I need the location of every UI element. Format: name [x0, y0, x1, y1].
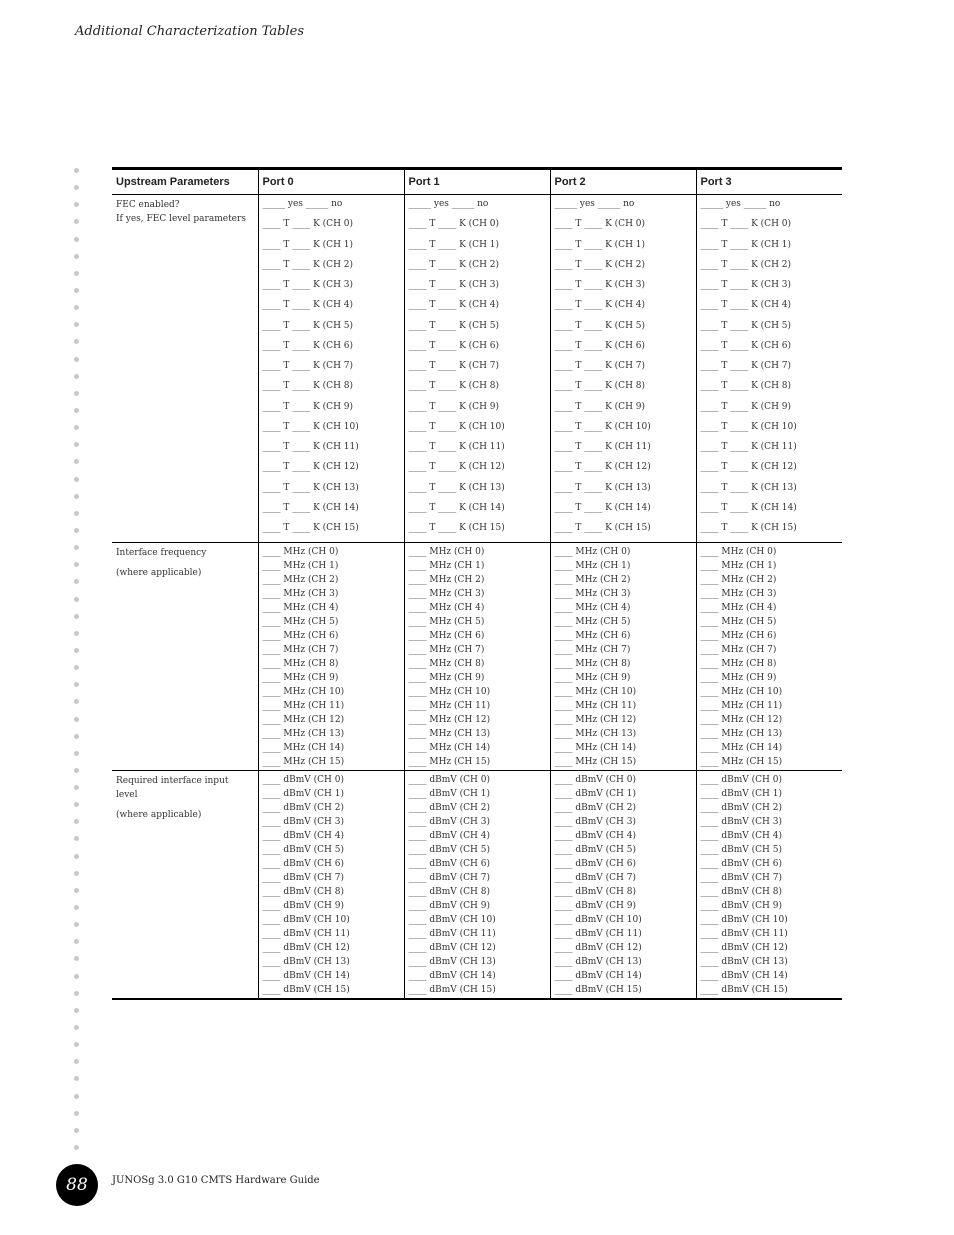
margin-dot: [74, 699, 79, 704]
upstream-parameters-table: [112, 167, 842, 1000]
margin-dot: [74, 614, 79, 619]
fill-in-entry[interactable]: ____ T ____ K (CH 3): [262, 280, 354, 290]
fill-in-entry[interactable]: ____ T ____ K (CH 5): [408, 320, 500, 331]
port-2-cell: [550, 195, 696, 543]
fill-in-entry[interactable]: ____ dBmV (CH 7): [262, 873, 344, 884]
fill-in-entry[interactable]: ____ dBmV (CH 9): [554, 901, 636, 912]
fill-in-entry[interactable]: ____ MHz (CH 3): [700, 589, 777, 600]
fill-in-entry[interactable]: ____ dBmV (CH 10): [700, 915, 788, 926]
fill-in-entry[interactable]: ____ MHz (CH 2): [262, 575, 339, 586]
margin-dot: [74, 939, 79, 944]
fill-in-entry[interactable]: ____ T ____ K (CH 0): [262, 219, 354, 230]
fill-in-entry[interactable]: ____ dBmV (CH 3): [262, 817, 344, 828]
fill-in-entry[interactable]: ____ T ____ K (CH 7): [408, 361, 500, 371]
fill-in-entry[interactable]: ____ MHz (CH 1): [554, 561, 631, 572]
margin-dot: [74, 1059, 79, 1064]
fill-in-entry[interactable]: ____ T ____ K (CH 7): [262, 361, 354, 371]
fill-in-entry[interactable]: ____ MHz (CH 12): [408, 715, 491, 726]
fill-in-entry[interactable]: ____ T ____ K (CH 1): [408, 239, 500, 250]
margin-dot: [74, 545, 79, 550]
fill-in-entry[interactable]: ____ T ____ K (CH 4): [554, 300, 646, 311]
margin-dot: [74, 1145, 79, 1150]
fill-in-entry[interactable]: ____ dBmV (CH 13): [408, 957, 496, 968]
margin-dot: [74, 339, 79, 344]
fill-in-entry[interactable]: ____ MHz (CH 15): [554, 757, 637, 768]
margin-dot: [74, 1111, 79, 1116]
fill-in-entry[interactable]: ____ dBmV (CH 14): [700, 971, 788, 982]
fill-in-entry[interactable]: ____ T ____ K (CH 2): [700, 259, 792, 270]
fill-in-entry[interactable]: ____ T ____ K (CH 5): [554, 320, 646, 331]
fill-in-entry[interactable]: ____ T ____ K (CH 9): [408, 401, 500, 412]
port-0-cell: [258, 543, 404, 771]
fill-in-entry[interactable]: ____ dBmV (CH 7): [700, 873, 782, 884]
fill-in-entry[interactable]: ____ dBmV (CH 3): [408, 817, 490, 828]
fill-in-entry[interactable]: ____ dBmV (CH 5): [262, 845, 344, 856]
fill-in-entry[interactable]: ____ T ____ K (CH 5): [262, 320, 354, 331]
fill-in-entry[interactable]: ____ dBmV (CH 11): [262, 929, 350, 940]
fill-in-entry[interactable]: ____ dBmV (CH 13): [554, 957, 642, 968]
fill-in-entry[interactable]: ____ T ____ K (CH 12): [262, 462, 359, 473]
margin-dot: [74, 288, 79, 293]
margin-dot: [74, 631, 79, 636]
port-2-cell: [550, 771, 696, 1000]
fill-in-entry[interactable]: ____ dBmV (CH 8): [408, 887, 490, 898]
fill-in-entry[interactable]: ____ MHz (CH 2): [408, 575, 485, 586]
fill-in-entry[interactable]: ____ dBmV (CH 11): [408, 929, 496, 940]
fill-in-entry[interactable]: ____ MHz (CH 8): [554, 659, 631, 670]
margin-dot: [74, 751, 79, 756]
margin-dot: [74, 768, 79, 773]
fill-in-entry[interactable]: ____ MHz (CH 4): [554, 603, 631, 614]
margin-dot: [74, 237, 79, 242]
fill-in-entry[interactable]: ____ T ____ K (CH 13): [554, 482, 651, 493]
fill-in-entry[interactable]: ____ dBmV (CH 15): [408, 985, 496, 996]
fill-in-entry[interactable]: ____ MHz (CH 1): [408, 561, 485, 572]
fill-in-entry[interactable]: ____ MHz (CH 5): [262, 617, 339, 628]
fill-in-entry[interactable]: ____ dBmV (CH 9): [408, 901, 490, 912]
fill-in-entry[interactable]: ____ dBmV (CH 6): [408, 859, 490, 870]
fill-in-entry[interactable]: ____ MHz (CH 12): [700, 715, 783, 726]
fill-in-entry[interactable]: ____ MHz (CH 11): [408, 701, 491, 712]
margin-dot: [74, 922, 79, 927]
fill-in-entry[interactable]: ____ T ____ K (CH 2): [408, 259, 500, 270]
fill-in-entry[interactable]: ____ MHz (CH 3): [262, 589, 339, 600]
fill-in-entry[interactable]: ____ T ____ K (CH 3): [408, 280, 500, 290]
fill-in-entry[interactable]: ____ dBmV (CH 11): [554, 929, 642, 940]
margin-dot: [74, 322, 79, 327]
column-header-parameters: Upstream Parameters: [116, 176, 230, 188]
fill-in-entry[interactable]: ____ T ____ K (CH 9): [262, 401, 354, 412]
fill-in-entry[interactable]: ____ MHz (CH 11): [262, 701, 345, 712]
fill-in-entry[interactable]: ____ dBmV (CH 12): [554, 943, 642, 954]
fill-in-entry[interactable]: ____ dBmV (CH 10): [554, 915, 642, 926]
fill-in-entry[interactable]: ____ MHz (CH 0): [554, 547, 631, 558]
fill-in-entry[interactable]: ____ MHz (CH 14): [700, 743, 783, 754]
fill-in-entry[interactable]: ____ dBmV (CH 10): [262, 915, 350, 926]
fill-in-entry[interactable]: ____ T ____ K (CH 1): [262, 239, 354, 250]
fill-in-entry[interactable]: ____ MHz (CH 14): [554, 743, 637, 754]
fill-in-entry[interactable]: ____ T ____ K (CH 10): [700, 421, 797, 432]
fill-in-entry[interactable]: _____ yes _____ no: [700, 199, 781, 209]
fill-in-entry[interactable]: ____ T ____ K (CH 9): [554, 401, 646, 412]
fill-in-entry[interactable]: ____ MHz (CH 8): [262, 659, 339, 670]
fill-in-entry[interactable]: ____ T ____ K (CH 9): [700, 401, 792, 412]
fill-in-entry[interactable]: ____ T ____ K (CH 11): [262, 442, 359, 452]
margin-dot: [74, 168, 79, 173]
fill-in-entry[interactable]: ____ dBmV (CH 12): [262, 943, 350, 954]
fill-in-entry[interactable]: ____ T ____ K (CH 5): [700, 320, 792, 331]
footer-guide-title: JUNOSg 3.0 G10 CMTS Hardware Guide: [112, 1175, 320, 1186]
fill-in-entry[interactable]: ____ MHz (CH 9): [408, 673, 485, 684]
fill-in-entry[interactable]: ____ MHz (CH 15): [262, 757, 345, 768]
fill-in-entry[interactable]: ____ T ____ K (CH 6): [700, 340, 792, 351]
fill-in-entry[interactable]: ____ MHz (CH 13): [262, 729, 345, 740]
fill-in-entry[interactable]: ____ MHz (CH 1): [700, 561, 777, 572]
parameter-label-line: level: [116, 790, 138, 801]
fill-in-entry[interactable]: ____ dBmV (CH 2): [554, 803, 636, 814]
fill-in-entry[interactable]: ____ MHz (CH 12): [554, 715, 637, 726]
fill-in-entry[interactable]: ____ T ____ K (CH 14): [554, 502, 651, 513]
fill-in-entry[interactable]: ____ dBmV (CH 1): [700, 789, 782, 800]
fill-in-entry[interactable]: ____ T ____ K (CH 11): [700, 442, 797, 452]
fill-in-entry[interactable]: ____ T ____ K (CH 14): [262, 502, 359, 513]
margin-dot: [74, 271, 79, 276]
margin-dot: [74, 1008, 79, 1013]
fill-in-entry[interactable]: ____ dBmV (CH 14): [554, 971, 642, 982]
margin-dot: [74, 511, 79, 516]
fill-in-entry[interactable]: ____ MHz (CH 8): [700, 659, 777, 670]
fill-in-entry[interactable]: ____ MHz (CH 10): [700, 687, 783, 698]
fill-in-entry[interactable]: ____ dBmV (CH 7): [408, 873, 490, 884]
fill-in-entry[interactable]: ____ MHz (CH 5): [554, 617, 631, 628]
fill-in-entry[interactable]: ____ dBmV (CH 4): [408, 831, 490, 842]
margin-dot: [74, 836, 79, 841]
fill-in-entry[interactable]: ____ dBmV (CH 13): [700, 957, 788, 968]
page-number-badge: [56, 1164, 98, 1206]
margin-dot: [74, 717, 79, 722]
fill-in-entry[interactable]: ____ dBmV (CH 7): [554, 873, 636, 884]
fill-in-entry[interactable]: ____ dBmV (CH 6): [262, 859, 344, 870]
parameter-label-line: (where applicable): [116, 568, 202, 579]
fill-in-entry[interactable]: ____ T ____ K (CH 13): [262, 482, 359, 493]
fill-in-entry[interactable]: ____ dBmV (CH 2): [408, 803, 490, 814]
parameter-label-line: Interface frequency: [116, 548, 207, 559]
port-0-cell: [258, 195, 404, 543]
margin-dot: [74, 391, 79, 396]
fill-in-entry[interactable]: ____ T ____ K (CH 10): [262, 421, 359, 432]
fill-in-entry[interactable]: ____ dBmV (CH 8): [262, 887, 344, 898]
interface-frequency-row: [112, 543, 842, 771]
fill-in-entry[interactable]: ____ MHz (CH 13): [408, 729, 491, 740]
fill-in-entry[interactable]: ____ MHz (CH 15): [700, 757, 783, 768]
fill-in-entry[interactable]: _____ yes _____ no: [408, 199, 489, 209]
fill-in-entry[interactable]: ____ dBmV (CH 6): [554, 859, 636, 870]
table-header-row: [112, 169, 842, 195]
fill-in-entry[interactable]: ____ MHz (CH 5): [700, 617, 777, 628]
margin-dot: [74, 305, 79, 310]
parameter-label-line: Required interface input: [116, 776, 229, 787]
fill-in-entry[interactable]: ____ T ____ K (CH 15): [700, 523, 797, 533]
fill-in-entry[interactable]: ____ T ____ K (CH 8): [408, 381, 500, 392]
fill-in-entry[interactable]: ____ MHz (CH 3): [554, 589, 631, 600]
parameter-label-line: FEC enabled?: [116, 200, 180, 210]
fill-in-entry[interactable]: ____ dBmV (CH 3): [700, 817, 782, 828]
margin-dot: [74, 905, 79, 910]
margin-dot-column: [74, 168, 82, 1162]
fill-in-entry[interactable]: ____ T ____ K (CH 6): [408, 340, 500, 351]
fill-in-entry[interactable]: ____ T ____ K (CH 0): [700, 219, 792, 230]
parameter-label-line: If yes, FEC level parameters: [116, 214, 246, 224]
parameter-label-line: (where applicable): [116, 810, 202, 821]
fill-in-entry[interactable]: ____ T ____ K (CH 6): [554, 340, 646, 351]
fill-in-entry[interactable]: ____ T ____ K (CH 13): [408, 482, 505, 493]
input-level-row: [112, 771, 842, 1000]
fill-in-entry[interactable]: ____ T ____ K (CH 4): [262, 300, 354, 311]
fill-in-entry[interactable]: ____ T ____ K (CH 2): [554, 259, 646, 270]
fill-in-entry[interactable]: ____ MHz (CH 10): [408, 687, 491, 698]
fill-in-entry[interactable]: ____ dBmV (CH 5): [700, 845, 782, 856]
fill-in-entry[interactable]: ____ MHz (CH 11): [554, 701, 637, 712]
column-header-port-3: Port 3: [696, 169, 842, 195]
fill-in-entry[interactable]: ____ T ____ K (CH 4): [700, 300, 792, 311]
fill-in-entry[interactable]: ____ T ____ K (CH 1): [554, 239, 646, 250]
fill-in-entry[interactable]: ____ dBmV (CH 5): [408, 845, 490, 856]
margin-dot: [74, 357, 79, 362]
margin-dot: [74, 854, 79, 859]
fill-in-entry[interactable]: ____ T ____ K (CH 15): [262, 523, 359, 533]
parameter-label-cell: [112, 195, 258, 543]
parameter-label-cell: [112, 771, 258, 1000]
parameter-label-cell: [112, 543, 258, 771]
column-header-port-2: Port 2: [550, 169, 696, 195]
port-1-cell: [404, 771, 550, 1000]
margin-dot: [74, 682, 79, 687]
margin-dot: [74, 477, 79, 482]
fill-in-entry[interactable]: ____ dBmV (CH 12): [408, 943, 496, 954]
margin-dot: [74, 1042, 79, 1047]
fill-in-entry[interactable]: ____ dBmV (CH 2): [700, 803, 782, 814]
margin-dot: [74, 819, 79, 824]
margin-dot: [74, 802, 79, 807]
port-1-cell: [404, 195, 550, 543]
margin-dot: [74, 665, 79, 670]
margin-dot: [74, 734, 79, 739]
fill-in-entry[interactable]: ____ MHz (CH 7): [262, 645, 339, 656]
fill-in-entry[interactable]: ____ MHz (CH 14): [262, 743, 345, 754]
fill-in-entry[interactable]: ____ dBmV (CH 0): [408, 775, 490, 786]
fill-in-entry[interactable]: ____ MHz (CH 4): [262, 603, 339, 614]
margin-dot: [74, 528, 79, 533]
margin-dot: [74, 871, 79, 876]
fill-in-entry[interactable]: ____ MHz (CH 4): [700, 603, 777, 614]
fill-in-entry[interactable]: ____ T ____ K (CH 8): [554, 381, 646, 392]
fill-in-entry[interactable]: ____ T ____ K (CH 14): [700, 502, 797, 513]
fill-in-entry[interactable]: ____ dBmV (CH 5): [554, 845, 636, 856]
fill-in-entry[interactable]: ____ dBmV (CH 0): [262, 775, 344, 786]
fill-in-entry[interactable]: ____ dBmV (CH 4): [262, 831, 344, 842]
fill-in-entry[interactable]: ____ MHz (CH 13): [700, 729, 783, 740]
fill-in-entry[interactable]: ____ dBmV (CH 15): [262, 985, 350, 996]
fill-in-entry[interactable]: ____ MHz (CH 2): [554, 575, 631, 586]
fill-in-entry[interactable]: ____ T ____ K (CH 15): [554, 523, 651, 533]
fill-in-entry[interactable]: ____ dBmV (CH 0): [554, 775, 636, 786]
fill-in-entry[interactable]: ____ T ____ K (CH 12): [408, 462, 505, 473]
margin-dot: [74, 648, 79, 653]
fill-in-entry[interactable]: _____ yes _____ no: [262, 199, 343, 209]
fill-in-entry[interactable]: ____ dBmV (CH 14): [408, 971, 496, 982]
port-1-cell: [404, 543, 550, 771]
margin-dot: [74, 219, 79, 224]
fill-in-entry[interactable]: ____ dBmV (CH 15): [700, 985, 788, 996]
fill-in-entry[interactable]: ____ MHz (CH 13): [554, 729, 637, 740]
port-3-cell: [696, 771, 842, 1000]
fill-in-entry[interactable]: ____ T ____ K (CH 6): [262, 340, 354, 351]
fill-in-entry[interactable]: ____ dBmV (CH 2): [262, 803, 344, 814]
fill-in-entry[interactable]: ____ MHz (CH 9): [262, 673, 339, 684]
fill-in-entry[interactable]: ____ dBmV (CH 14): [262, 971, 350, 982]
fill-in-entry[interactable]: ____ MHz (CH 8): [408, 659, 485, 670]
fill-in-entry[interactable]: ____ T ____ K (CH 14): [408, 502, 505, 513]
page-number: 88: [66, 1175, 88, 1195]
fill-in-entry[interactable]: ____ dBmV (CH 0): [700, 775, 782, 786]
fill-in-entry[interactable]: ____ T ____ K (CH 15): [408, 523, 505, 533]
margin-dot: [74, 1094, 79, 1099]
fill-in-entry[interactable]: ____ dBmV (CH 13): [262, 957, 350, 968]
fill-in-entry[interactable]: ____ dBmV (CH 1): [262, 789, 344, 800]
margin-dot: [74, 1076, 79, 1081]
running-header: Additional Characterization Tables: [75, 24, 304, 39]
fill-in-entry[interactable]: ____ dBmV (CH 8): [700, 887, 782, 898]
margin-dot: [74, 1025, 79, 1030]
fill-in-entry[interactable]: ____ T ____ K (CH 12): [554, 462, 651, 473]
fill-in-entry[interactable]: ____ T ____ K (CH 8): [262, 381, 354, 392]
margin-dot: [74, 425, 79, 430]
fill-in-entry[interactable]: ____ MHz (CH 12): [262, 715, 345, 726]
fill-in-entry[interactable]: ____ MHz (CH 6): [262, 631, 339, 642]
fill-in-entry[interactable]: ____ T ____ K (CH 10): [554, 421, 651, 432]
fec-row: [112, 195, 842, 543]
column-header-port-0: Port 0: [258, 169, 404, 195]
fill-in-entry[interactable]: ____ T ____ K (CH 13): [700, 482, 797, 493]
fill-in-entry[interactable]: ____ dBmV (CH 1): [554, 789, 636, 800]
margin-dot: [74, 579, 79, 584]
margin-dot: [74, 1128, 79, 1133]
margin-dot: [74, 459, 79, 464]
fill-in-entry[interactable]: ____ MHz (CH 4): [408, 603, 485, 614]
fill-in-entry[interactable]: ____ T ____ K (CH 2): [262, 259, 354, 270]
fill-in-entry[interactable]: ____ dBmV (CH 6): [700, 859, 782, 870]
column-header-port-1: Port 1: [404, 169, 550, 195]
fill-in-entry[interactable]: ____ MHz (CH 11): [700, 701, 783, 712]
port-2-cell: [550, 543, 696, 771]
fill-in-entry[interactable]: ____ MHz (CH 15): [408, 757, 491, 768]
fill-in-entry[interactable]: ____ dBmV (CH 9): [700, 901, 782, 912]
fill-in-entry[interactable]: ____ dBmV (CH 9): [262, 901, 344, 912]
margin-dot: [74, 442, 79, 447]
margin-dot: [74, 597, 79, 602]
port-0-cell: [258, 771, 404, 1000]
fill-in-entry[interactable]: ____ dBmV (CH 1): [408, 789, 490, 800]
fill-in-entry[interactable]: ____ dBmV (CH 12): [700, 943, 788, 954]
port-3-cell: [696, 195, 842, 543]
margin-dot: [74, 991, 79, 996]
fill-in-entry[interactable]: ____ dBmV (CH 3): [554, 817, 636, 828]
fill-in-entry[interactable]: ____ MHz (CH 5): [408, 617, 485, 628]
fill-in-entry[interactable]: ____ MHz (CH 7): [700, 645, 777, 656]
margin-dot: [74, 888, 79, 893]
fill-in-entry[interactable]: ____ T ____ K (CH 4): [408, 300, 500, 311]
margin-dot: [74, 562, 79, 567]
fill-in-entry[interactable]: ____ T ____ K (CH 10): [408, 421, 505, 432]
fill-in-entry[interactable]: ____ MHz (CH 6): [700, 631, 777, 642]
fill-in-entry[interactable]: ____ T ____ K (CH 8): [700, 381, 792, 392]
fill-in-entry[interactable]: ____ T ____ K (CH 0): [554, 219, 646, 230]
margin-dot: [74, 956, 79, 961]
fill-in-entry[interactable]: ____ T ____ K (CH 0): [408, 219, 500, 230]
fill-in-entry[interactable]: ____ MHz (CH 0): [408, 547, 485, 558]
margin-dot: [74, 374, 79, 379]
fill-in-entry[interactable]: ____ MHz (CH 14): [408, 743, 491, 754]
fill-in-entry[interactable]: ____ MHz (CH 9): [700, 673, 777, 684]
fill-in-entry[interactable]: ____ MHz (CH 7): [408, 645, 485, 656]
fill-in-entry[interactable]: ____ T ____ K (CH 11): [554, 442, 651, 452]
margin-dot: [74, 185, 79, 190]
fill-in-entry[interactable]: ____ MHz (CH 6): [554, 631, 631, 642]
fill-in-entry[interactable]: ____ MHz (CH 0): [700, 547, 777, 558]
fill-in-entry[interactable]: ____ MHz (CH 7): [554, 645, 631, 656]
fill-in-entry[interactable]: ____ T ____ K (CH 3): [554, 280, 646, 290]
fill-in-entry[interactable]: ____ MHz (CH 10): [554, 687, 637, 698]
fill-in-entry[interactable]: ____ dBmV (CH 15): [554, 985, 642, 996]
fill-in-entry[interactable]: ____ MHz (CH 1): [262, 561, 339, 572]
fill-in-entry[interactable]: ____ dBmV (CH 4): [554, 831, 636, 842]
fill-in-entry[interactable]: ____ dBmV (CH 4): [700, 831, 782, 842]
margin-dot: [74, 785, 79, 790]
fill-in-entry[interactable]: ____ T ____ K (CH 1): [700, 239, 792, 250]
fill-in-entry[interactable]: ____ dBmV (CH 10): [408, 915, 496, 926]
fill-in-entry[interactable]: ____ T ____ K (CH 11): [408, 442, 505, 452]
fill-in-entry[interactable]: ____ T ____ K (CH 3): [700, 280, 792, 290]
fill-in-entry[interactable]: ____ T ____ K (CH 7): [700, 361, 792, 371]
margin-dot: [74, 408, 79, 413]
margin-dot: [74, 202, 79, 207]
fill-in-entry[interactable]: ____ T ____ K (CH 12): [700, 462, 797, 473]
fill-in-entry[interactable]: ____ MHz (CH 9): [554, 673, 631, 684]
fill-in-entry[interactable]: ____ MHz (CH 3): [408, 589, 485, 600]
fill-in-entry[interactable]: ____ MHz (CH 10): [262, 687, 345, 698]
fill-in-entry[interactable]: ____ MHz (CH 0): [262, 547, 339, 558]
fill-in-entry[interactable]: ____ MHz (CH 2): [700, 575, 777, 586]
margin-dot: [74, 974, 79, 979]
fill-in-entry[interactable]: _____ yes _____ no: [554, 199, 635, 209]
margin-dot: [74, 494, 79, 499]
margin-dot: [74, 254, 79, 259]
fill-in-entry[interactable]: ____ dBmV (CH 8): [554, 887, 636, 898]
fill-in-entry[interactable]: ____ T ____ K (CH 7): [554, 361, 646, 371]
fill-in-entry[interactable]: ____ dBmV (CH 11): [700, 929, 788, 940]
fill-in-entry[interactable]: ____ MHz (CH 6): [408, 631, 485, 642]
port-3-cell: [696, 543, 842, 771]
